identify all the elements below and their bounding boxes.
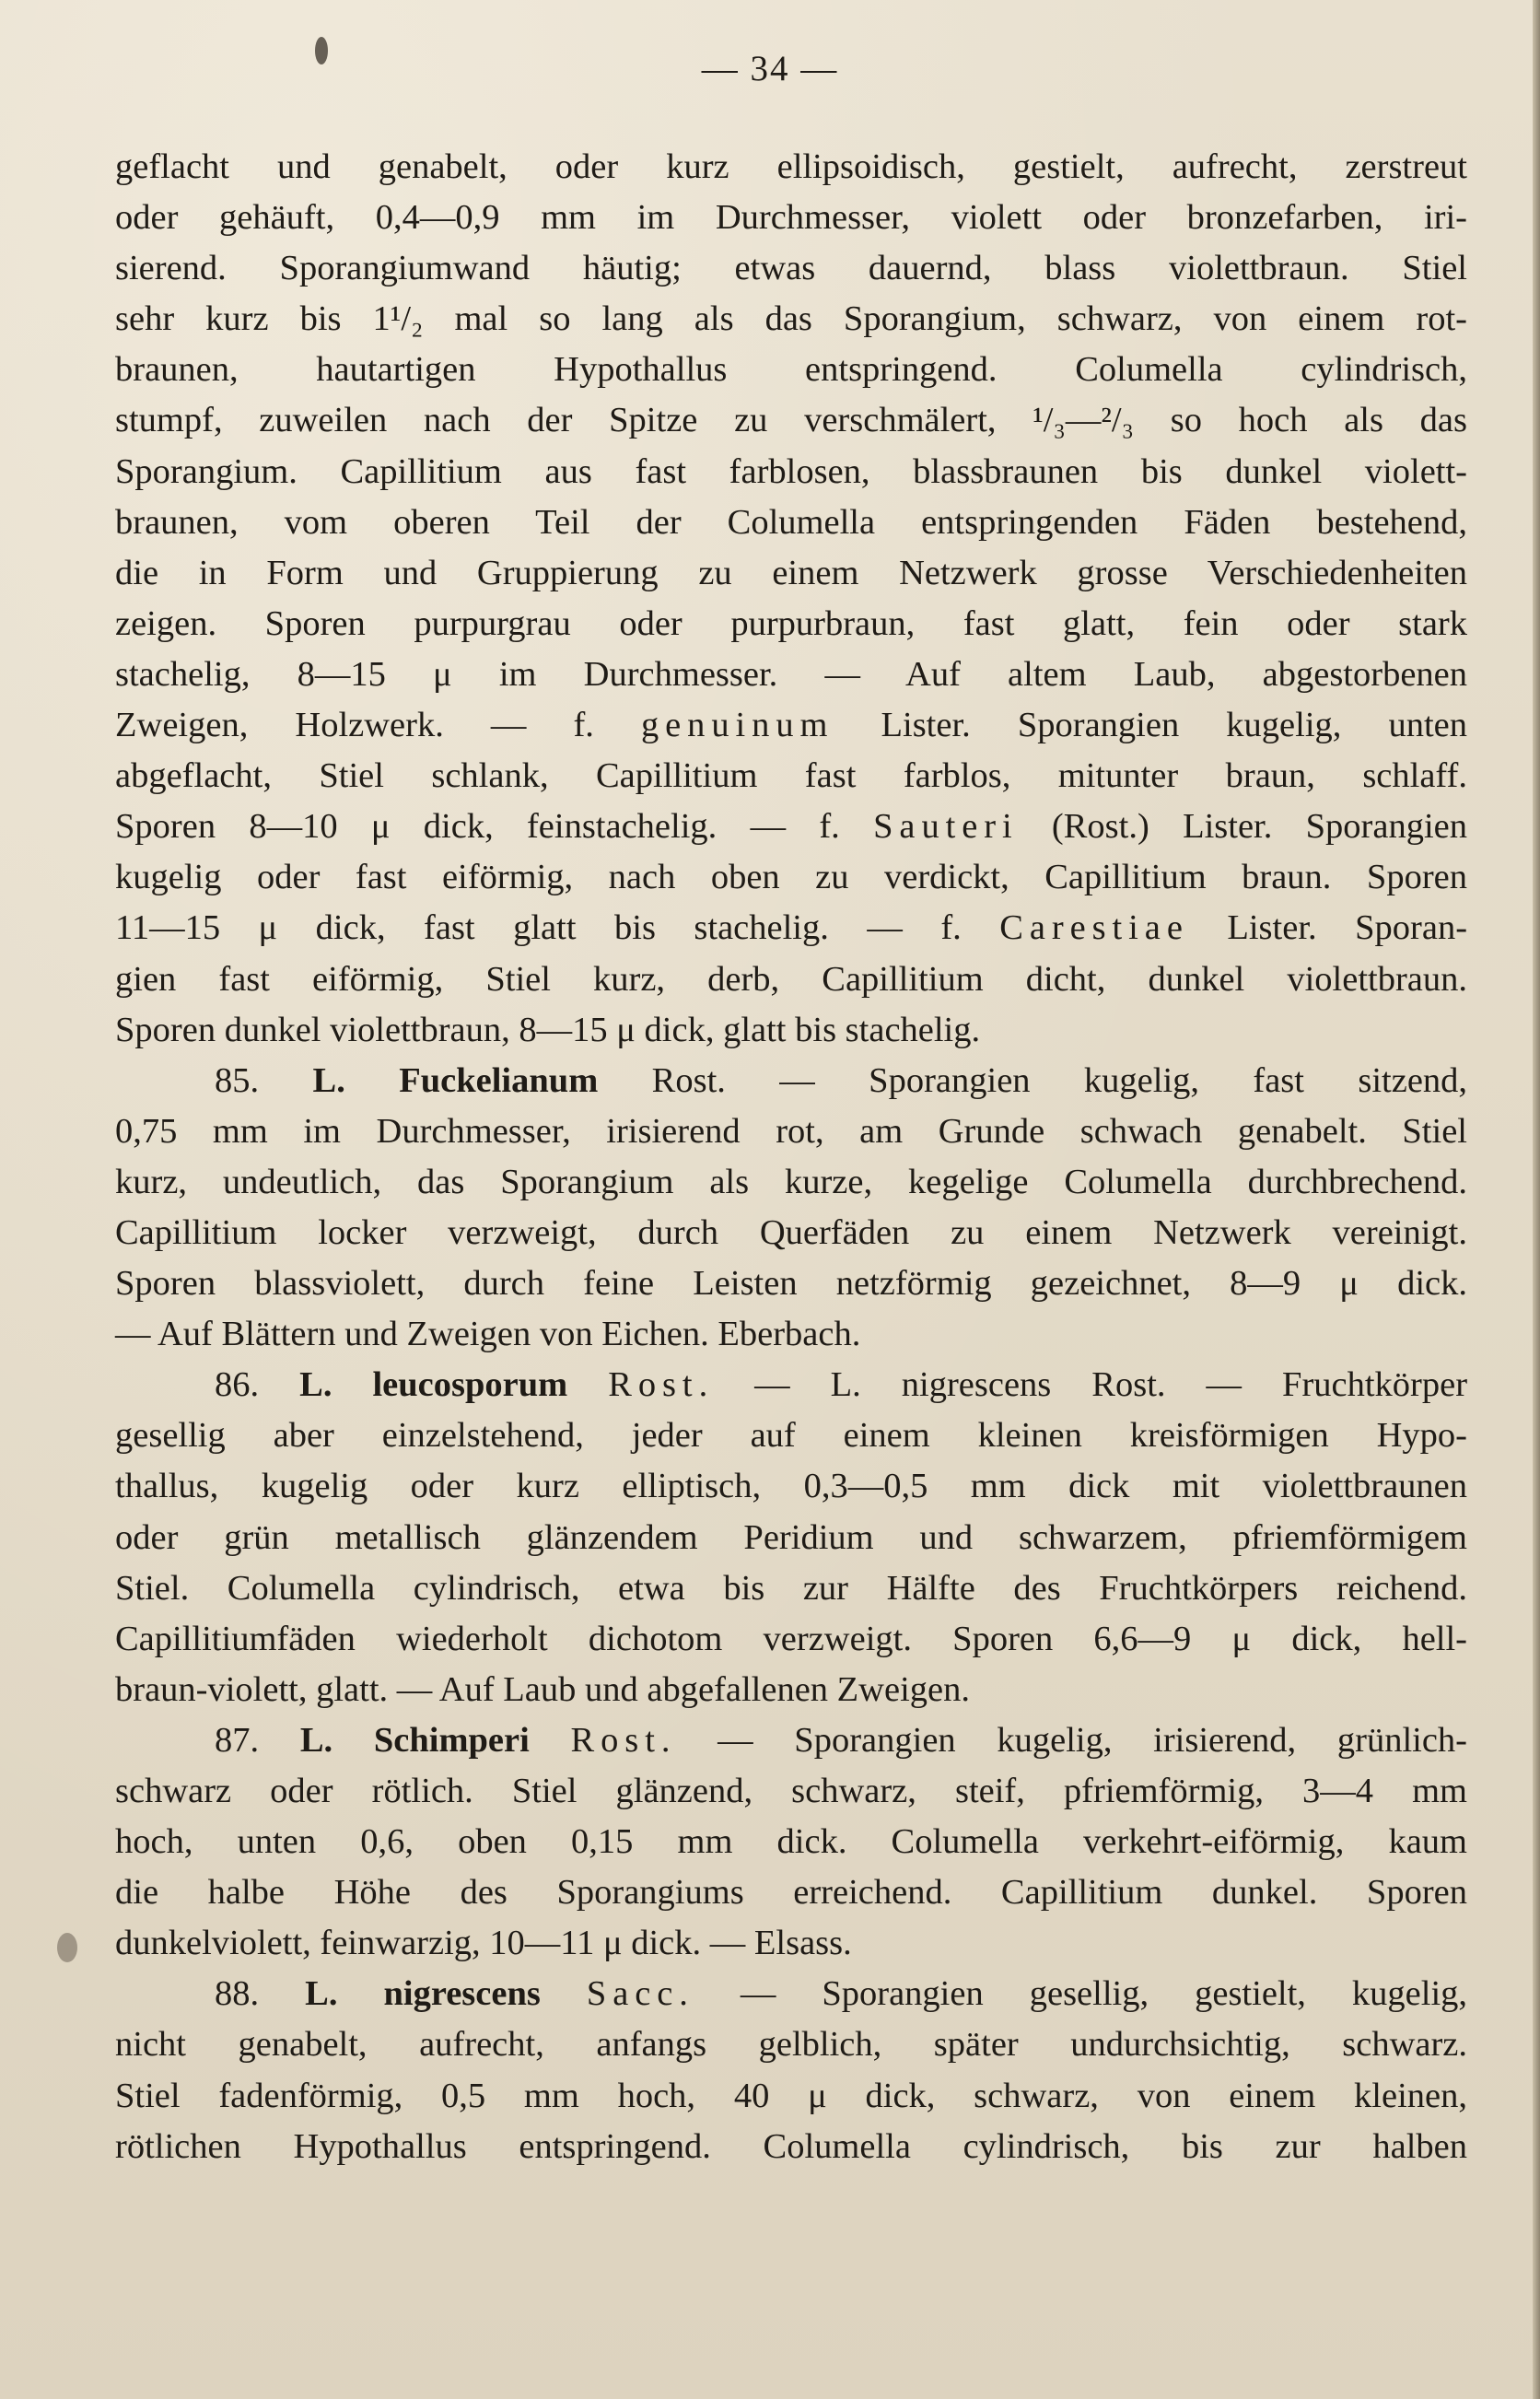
text-fragment: 11—15 μ dick, fast glatt bis stachelig. — f. (115, 908, 962, 948)
text-line: kugelig oder fast eiförmig, nach oben zu verdickt, Capillitium braun. Sporen (115, 858, 1467, 897)
page-edge-shadow (1533, 0, 1540, 2399)
text-line: Stiel fadenförmig, 0,5 mm hoch, 40 μ dick, schwarz, von einem kleinen, (115, 2076, 1467, 2115)
text-fragment: Lister. Sporangien kugelig, unten (881, 706, 1467, 745)
text-line (115, 903, 1467, 954)
text-line: stachelig, 8—15 μ im Durchmesser. — Auf altem Laub, abgestorbenen (115, 654, 1467, 694)
text-line: hoch, unten 0,6, oben 0,15 mm dick. Columella verkehrt-eiförmig, kaum (115, 1822, 1467, 1862)
text-line (115, 802, 1467, 852)
text-fragment: Lister. Sporan- (1227, 908, 1468, 948)
form-name-genuinum: genuinum (640, 706, 834, 745)
text-line: gien fast eiförmig, Stiel kurz, derb, Capillitium dicht, dunkel violettbraun. (115, 959, 1467, 999)
text-fragment: — Sporangien kugelig, fast sitzend, (779, 1060, 1468, 1100)
entry-species: leucosporum (372, 1365, 568, 1405)
body-text (115, 142, 1467, 2172)
entry-genus: L. (305, 1974, 338, 2014)
text-line: braunen, vom oberen Teil der Columella entspringenden Fäden bestehend, (115, 502, 1467, 542)
text-line: Sporangium. Capillitium aus fast farblosen, blassbraunen bis dunkel violett- (115, 451, 1467, 491)
text-line: oder grün metallisch glänzendem Peridium und schwarzem, pfriemförmigem (115, 1517, 1467, 1557)
text-line: schwarz oder rötlich. Stiel glänzend, schwarz, steif, pfriemförmig, 3—4 mm (115, 1772, 1467, 1810)
text-line: sehr kurz bis 1¹/₂ mal so lang als das Sporangium, schwarz, von einem rot- (115, 299, 1467, 339)
text-line: Sporen dunkel violettbraun, 8—15 μ dick, glatt bis stachelig. (115, 1010, 981, 1049)
entry-number: 88. (215, 1974, 260, 2014)
text-line: 0,75 mm im Durchmesser, irisierend rot, am Grunde schwach genabelt. Stiel (115, 1111, 1467, 1151)
entry-author: Rost. (570, 1720, 677, 1760)
text-line: rötlichen Hypothallus entspringend. Columella cylindrisch, bis zur halben (115, 2126, 1467, 2166)
text-line: Capillitiumfäden wiederholt dichotom verzweigt. Sporen 6,6—9 μ dick, hell- (115, 1619, 1467, 1658)
entry-heading-87 (115, 1715, 1467, 1766)
entry-number: 85. (215, 1060, 260, 1100)
form-name-carestiae: Carestiae (999, 908, 1189, 948)
entry-heading-86 (115, 1360, 1467, 1410)
text-line: stumpf, zuweilen nach der Spitze zu verschmälert, ¹/₃—²/₃ so hoch als das (115, 401, 1467, 440)
entry-genus: L. (312, 1060, 345, 1100)
text-line: die in Form und Gruppierung zu einem Netzwerk grosse Verschiedenheiten (115, 553, 1467, 592)
page-number: — 34 — (701, 49, 839, 88)
text-line (115, 700, 1467, 751)
text-line: oder gehäuft, 0,4—0,9 mm im Durchmesser, violett oder bronzefarben, iri- (115, 198, 1467, 238)
text-line: geflacht und genabelt, oder kurz ellipsoidisch, gestielt, aufrecht, zerstreut (115, 147, 1467, 186)
text-line: braunen, hautartigen Hypothallus entspringend. Columella cylindrisch, (115, 350, 1467, 390)
entry-heading-85 (115, 1056, 1467, 1106)
text-fragment: Zweigen, Holzwerk. — f. (115, 706, 594, 745)
entry-species: nigrescens (383, 1974, 541, 2014)
entry-number: 87. (215, 1720, 260, 1760)
text-line: Sporen blassviolett, durch feine Leisten netzförmig gezeichnet, 8—9 μ dick. (115, 1264, 1467, 1304)
entry-species: Schimperi (373, 1720, 530, 1760)
text-line: zeigen. Sporen purpurgrau oder purpurbraun, fast glatt, fein oder stark (115, 603, 1467, 643)
text-line: thallus, kugelig oder kurz elliptisch, 0,3—0,5 mm dick mit violettbraunen (115, 1467, 1467, 1506)
text-line: kurz, undeutlich, das Sporangium als kurze, kegelige Columella durchbrechend. (115, 1162, 1467, 1201)
entry-species: Fuckelianum (399, 1060, 599, 1100)
text-fragment: Sporen 8—10 μ dick, feinstachelig. — f. (115, 807, 840, 847)
text-fragment: — L. nigrescens Rost. — Fruchtkörper (754, 1365, 1468, 1405)
text-line: braun-violett, glatt. — Auf Laub und abgefallenen Zweigen. (115, 1669, 970, 1709)
text-line: sierend. Sporangiumwand häutig; etwas dauernd, blass violettbraun. Stiel (115, 249, 1467, 288)
entry-author: Sacc. (586, 1974, 694, 2014)
text-fragment: — Sporangien gesellig, gestielt, kugelig, (740, 1974, 1468, 2014)
form-name-sauteri: Sauteri (873, 807, 1019, 847)
entry-author: Rost. (608, 1365, 715, 1405)
text-line: Capillitium locker verzweigt, durch Querfäden zu einem Netzwerk vereinigt. (115, 1212, 1467, 1252)
text-line: nicht genabelt, aufrecht, anfangs gelblich, später undurchsichtig, schwarz. (115, 2025, 1467, 2065)
text-line: die halbe Höhe des Sporangiums erreichend. Capillitium dunkel. Sporen (115, 1873, 1467, 1913)
text-fragment: — Sporangien kugelig, irisierend, grünlich- (718, 1720, 1468, 1760)
text-line: Stiel. Columella cylindrisch, etwa bis zur Hälfte des Fruchtkörpers reichend. (115, 1568, 1467, 1608)
text-line: — Auf Blättern und Zweigen von Eichen. Eberbach. (115, 1315, 861, 1354)
ink-speck (57, 1933, 77, 1962)
text-line: gesellig aber einzelstehend, jeder auf einem kleinen kreisförmigen Hypo- (115, 1416, 1467, 1456)
text-line: abgeflacht, Stiel schlank, Capillitium fast farblos, mitunter braun, schlaff. (115, 756, 1467, 796)
text-line: dunkelviolett, feinwarzig, 10—11 μ dick. — Elsass. (115, 1924, 852, 1963)
entry-genus: L. (299, 1365, 332, 1405)
text-fragment: (Rost.) Lister. Sporangien (1051, 807, 1468, 847)
entry-heading-88 (115, 1969, 1467, 2019)
entry-genus: L. (299, 1720, 333, 1760)
entry-number: 86. (215, 1365, 260, 1405)
entry-author: Rost. (651, 1060, 726, 1100)
